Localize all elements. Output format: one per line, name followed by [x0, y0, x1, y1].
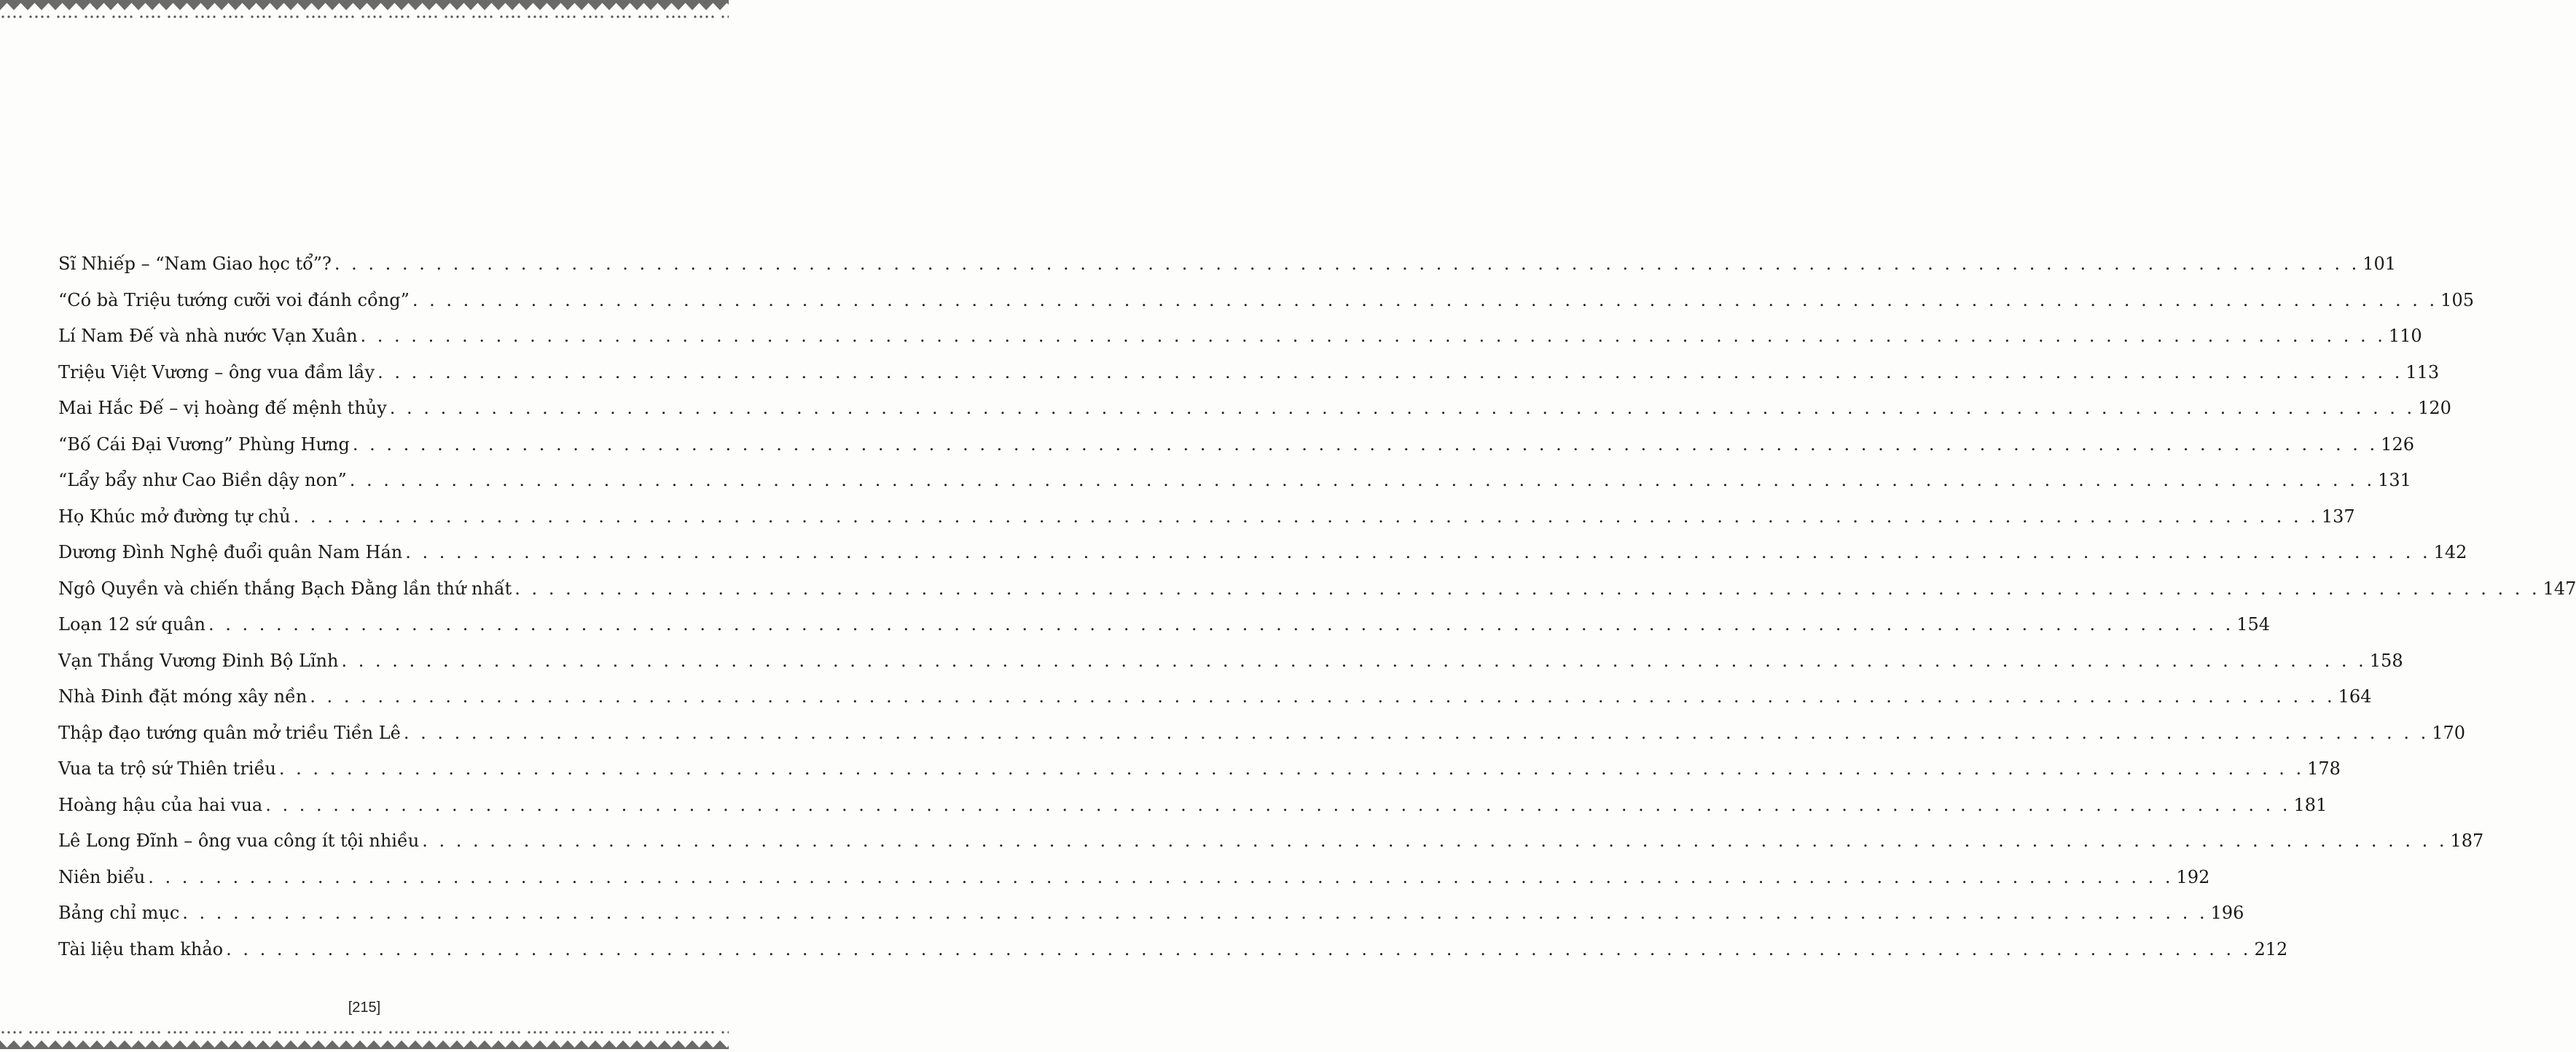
toc-entry: [58, 321, 2422, 358]
toc-entry-page: 181: [2293, 794, 2328, 815]
toc-entry-title: “Lẩy bẩy như Cao Biền dậy non”: [58, 470, 347, 490]
toc-entry-title: Lí Nam Đế và nhà nước Vạn Xuân: [58, 326, 358, 346]
toc-entry-page: 120: [2418, 398, 2451, 418]
toc-dot-leader: . . . . . . . . . . . . . . . . . . . . . . . . . . . . . . . . . . . . . . . . . . . . . . . . . . . . . . . . . . . . . . . . . . . . . . . . . . . . . . . . . . . . . . . . . . . . . . . . . . . . . . . . . . . . . . . . . . . . . . . .: [148, 866, 2174, 887]
toc-entry-page: 147: [2542, 578, 2576, 599]
toc-entry-title: Hoàng hậu của hai vua: [58, 794, 263, 815]
toc-entry-page: 187: [2450, 831, 2484, 851]
toc-entry-title: Niên biểu: [58, 866, 146, 887]
toc-entry: [58, 718, 2466, 755]
toc-entry-title: Nhà Đinh đặt móng xây nền: [58, 686, 308, 707]
toc-entry-title: “Bố Cái Đại Vương” Phùng Hưng: [58, 433, 350, 455]
toc-entry-page: 192: [2176, 866, 2210, 887]
toc-entry: [58, 286, 2474, 322]
toc-dot-leader: . . . . . . . . . . . . . . . . . . . . . . . . . . . . . . . . . . . . . . . . . . . . . . . . . . . . . . . . . . . . . . . . . . . . . . . . . . . . . . . . . . . . . . . . . . . . . . . . . . . . . . . . . . . . . . . . . . . . . . . .: [310, 686, 2336, 707]
toc-entry-page: 137: [2321, 506, 2355, 527]
bottom-triangle-pattern: [0, 1029, 729, 1049]
toc-entry: [58, 574, 2576, 611]
toc-entry-page: 110: [2388, 326, 2422, 346]
top-decorative-border: [0, 0, 729, 22]
toc-entry: [58, 610, 2271, 646]
toc-dot-leader: . . . . . . . . . . . . . . . . . . . . . . . . . . . . . . . . . . . . . . . . . . . . . . . . . . . . . . . . . . . . . . . . . . . . . . . . . . . . . . . . . . . . . . . . . . . . . . . . . . . . . . . . . . . . . . . . . . . . . . . .: [182, 903, 2208, 923]
toc-entry-page: 131: [2378, 470, 2411, 490]
toc-dot-leader: . . . . . . . . . . . . . . . . . . . . . . . . . . . . . . . . . . . . . . . . . . . . . . . . . . . . . . . . . . . . . . . . . . . . . . . . . . . . . . . . . . . . . . . . . . . . . . . . . . . . . . . . . . . . . . . . . . . . . . . .: [278, 758, 2305, 779]
toc-entry-title: Loạn 12 sứ quân: [58, 614, 205, 635]
toc-dot-leader: . . . . . . . . . . . . . . . . . . . . . . . . . . . . . . . . . . . . . . . . . . . . . . . . . . . . . . . . . . . . . . . . . . . . . . . . . . . . . . . . . . . . . . . . . . . . . . . . . . . . . . . . . . . . . . . . . . . . . . . .: [403, 722, 2430, 743]
toc-entry-title: Bảng chỉ mục: [58, 903, 180, 923]
toc-entry-title: Vạn Thắng Vương Đinh Bộ Lĩnh: [58, 650, 339, 671]
toc-entry-title: Sĩ Nhiếp – “Nam Giao học tổ”?: [58, 254, 332, 274]
toc-entry-page: 126: [2381, 433, 2414, 455]
toc-entry: [58, 502, 2355, 538]
toc-entry-title: Ngô Quyền và chiến thắng Bạch Đằng lần thứ nhất: [58, 578, 512, 599]
toc-entry: [58, 358, 2440, 394]
toc-dot-leader: . . . . . . . . . . . . . . . . . . . . . . . . . . . . . . . . . . . . . . . . . . . . . . . . . . . . . . . . . . . . . . . . . . . . . . . . . . . . . . . . . . . . . . . . . . . . . . . . . . . . . . . . . . . . . . . . . . . . . . . .: [360, 326, 2386, 346]
toc-entry: [58, 790, 2328, 827]
toc-entry-title: Họ Khúc mở đường tự chủ: [58, 506, 291, 527]
toc-dot-leader: . . . . . . . . . . . . . . . . . . . . . . . . . . . . . . . . . . . . . . . . . . . . . . . . . . . . . . . . . . . . . . . . . . . . . . . . . . . . . . . . . . . . . . . . . . . . . . . . . . . . . . . . . . . . . . . . . . . . . . . .: [514, 578, 2540, 599]
toc-entry: [58, 466, 2411, 502]
toc-entry: [58, 935, 2288, 971]
toc-dot-leader: . . . . . . . . . . . . . . . . . . . . . . . . . . . . . . . . . . . . . . . . . . . . . . . . . . . . . . . . . . . . . . . . . . . . . . . . . . . . . . . . . . . . . . . . . . . . . . . . . . . . . . . . . . . . . . . . . . . . . . . .: [352, 433, 2379, 455]
toc-entry: [58, 249, 2397, 286]
toc-entry-page: 196: [2210, 903, 2244, 923]
toc-entry-page: 113: [2405, 361, 2440, 382]
toc-dot-leader: . . . . . . . . . . . . . . . . . . . . . . . . . . . . . . . . . . . . . . . . . . . . . . . . . . . . . . . . . . . . . . . . . . . . . . . . . . . . . . . . . . . . . . . . . . . . . . . . . . . . . . . . . . . . . . . . . . . . . . . .: [226, 938, 2252, 959]
toc-dot-leader: . . . . . . . . . . . . . . . . . . . . . . . . . . . . . . . . . . . . . . . . . . . . . . . . . . . . . . . . . . . . . . . . . . . . . . . . . . . . . . . . . . . . . . . . . . . . . . . . . . . . . . . . . . . . . . . . . . . . . . . .: [412, 289, 2438, 310]
toc-entry-page: 212: [2254, 938, 2288, 959]
toc-entry-title: Triệu Việt Vương – ông vua đầm lầy: [58, 361, 375, 382]
toc-entry-page: 170: [2432, 722, 2466, 743]
toc-entry-page: 154: [2236, 614, 2271, 635]
toc-entry-title: Dương Đình Nghệ đuổi quân Nam Hán: [58, 542, 403, 562]
toc-entry-title: Lê Long Đĩnh – ông vua công ít tội nhiều: [58, 831, 420, 851]
toc-dot-leader: . . . . . . . . . . . . . . . . . . . . . . . . . . . . . . . . . . . . . . . . . . . . . . . . . . . . . . . . . . . . . . . . . . . . . . . . . . . . . . . . . . . . . . . . . . . . . . . . . . . . . . . . . . . . . . . . . . . . . . . .: [293, 506, 2319, 527]
toc-dot-leader: . . . . . . . . . . . . . . . . . . . . . . . . . . . . . . . . . . . . . . . . . . . . . . . . . . . . . . . . . . . . . . . . . . . . . . . . . . . . . . . . . . . . . . . . . . . . . . . . . . . . . . . . . . . . . . . . . . . . . . . .: [377, 361, 2403, 382]
toc-entry-title: “Có bà Triệu tướng cưỡi voi đánh cồng”: [58, 289, 410, 310]
toc-entry: [58, 430, 2414, 466]
toc-dot-leader: . . . . . . . . . . . . . . . . . . . . . . . . . . . . . . . . . . . . . . . . . . . . . . . . . . . . . . . . . . . . . . . . . . . . . . . . . . . . . . . . . . . . . . . . . . . . . . . . . . . . . . . . . . . . . . . . . . . . . . . .: [349, 470, 2376, 490]
toc-entry-title: Vua ta trộ sứ Thiên triều: [58, 758, 276, 779]
toc-entry: [58, 393, 2451, 430]
toc-entry: [58, 538, 2467, 574]
toc-entry-page: 101: [2362, 254, 2397, 274]
toc-dot-leader: . . . . . . . . . . . . . . . . . . . . . . . . . . . . . . . . . . . . . . . . . . . . . . . . . . . . . . . . . . . . . . . . . . . . . . . . . . . . . . . . . . . . . . . . . . . . . . . . . . . . . . . . . . . . . . . . . . . . . . . .: [341, 650, 2367, 671]
toc-entry: [58, 646, 2403, 683]
toc-entry: [58, 898, 2244, 935]
toc-entry-title: Thập đạo tướng quân mở triều Tiền Lê: [58, 722, 401, 743]
toc-dot-leader: . . . . . . . . . . . . . . . . . . . . . . . . . . . . . . . . . . . . . . . . . . . . . . . . . . . . . . . . . . . . . . . . . . . . . . . . . . . . . . . . . . . . . . . . . . . . . . . . . . . . . . . . . . . . . . . . . . . . . . . .: [265, 794, 2291, 815]
toc-dot-leader: . . . . . . . . . . . . . . . . . . . . . . . . . . . . . . . . . . . . . . . . . . . . . . . . . . . . . . . . . . . . . . . . . . . . . . . . . . . . . . . . . . . . . . . . . . . . . . . . . . . . . . . . . . . . . . . . . . . . . . . .: [334, 254, 2360, 274]
toc-entry: [58, 863, 2210, 899]
toc-entry-page: 178: [2307, 758, 2341, 779]
toc-dot-leader: . . . . . . . . . . . . . . . . . . . . . . . . . . . . . . . . . . . . . . . . . . . . . . . . . . . . . . . . . . . . . . . . . . . . . . . . . . . . . . . . . . . . . . . . . . . . . . . . . . . . . . . . . . . . . . . . . . . . . . . .: [208, 614, 2234, 635]
bottom-decorative-border: [0, 1029, 729, 1049]
toc-entry: [58, 754, 2341, 790]
toc-dot-leader: . . . . . . . . . . . . . . . . . . . . . . . . . . . . . . . . . . . . . . . . . . . . . . . . . . . . . . . . . . . . . . . . . . . . . . . . . . . . . . . . . . . . . . . . . . . . . . . . . . . . . . . . . . . . . . . . . . . . . . . .: [422, 831, 2448, 851]
toc-entry-page: 105: [2440, 289, 2474, 310]
toc-entry-page: 164: [2338, 686, 2372, 707]
page-number: [215]: [348, 1000, 381, 1016]
toc-entry: [58, 826, 2484, 863]
toc-entry: [58, 682, 2372, 718]
toc-dot-leader: . . . . . . . . . . . . . . . . . . . . . . . . . . . . . . . . . . . . . . . . . . . . . . . . . . . . . . . . . . . . . . . . . . . . . . . . . . . . . . . . . . . . . . . . . . . . . . . . . . . . . . . . . . . . . . . . . . . . . . . .: [389, 398, 2416, 418]
toc-entry-page: 158: [2369, 650, 2403, 671]
table-of-contents: [58, 249, 2576, 970]
toc-entry-title: Mai Hắc Đế – vị hoàng đế mệnh thủy: [58, 398, 387, 418]
top-triangle-pattern: [0, 0, 729, 22]
toc-dot-leader: . . . . . . . . . . . . . . . . . . . . . . . . . . . . . . . . . . . . . . . . . . . . . . . . . . . . . . . . . . . . . . . . . . . . . . . . . . . . . . . . . . . . . . . . . . . . . . . . . . . . . . . . . . . . . . . . . . . . . . . .: [405, 542, 2431, 562]
toc-entry-page: 142: [2433, 542, 2467, 562]
toc-entry-title: Tài liệu tham khảo: [58, 938, 224, 959]
